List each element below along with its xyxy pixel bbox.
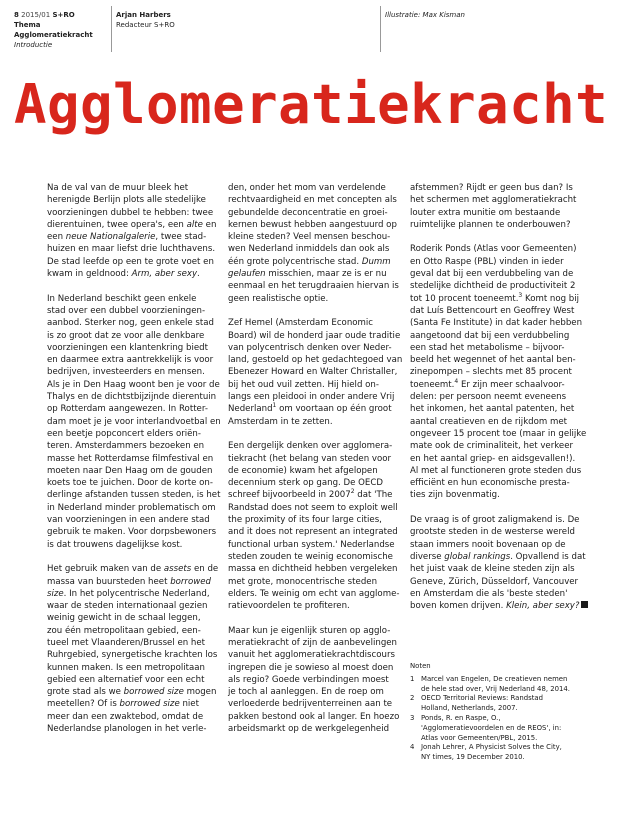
text-line: kwam in geldnood: Arm, aber sexy. <box>47 269 200 280</box>
paragraph <box>47 293 223 551</box>
footnote-text: de hele stad over, Vrij Nederland 48, 2014. <box>421 684 570 693</box>
text-line: in Nederland minder problematisch om <box>47 502 216 513</box>
text-line: voorzieningen een klantenkring biedt <box>47 342 208 353</box>
text-line: diverse global rankings. Opvallend is dat <box>410 551 586 562</box>
text-line: land, gestoeld op het gedachtegoed van <box>228 355 403 366</box>
paragraph <box>410 182 586 231</box>
text-line: is zo groot dat ze voor alle denkbare <box>47 330 205 341</box>
text-line: zinepompen – slechts met 85 procent <box>410 367 572 378</box>
footnote-text: 'Agglomeratievoordelen en de REOS', in: <box>421 723 562 732</box>
footnote-ref: 2 <box>350 488 355 496</box>
text-line: Randstad does not seem to exploit well <box>228 502 398 513</box>
text-line: pakken bestond ook al langer. En hoezo <box>228 711 400 722</box>
text-line: één grote polycentrische stad. Dumm <box>228 256 391 267</box>
text-line: tueel met Vlaanderen/Brussel en het <box>47 637 206 648</box>
text-column-1 <box>47 182 223 748</box>
text-line: aantal creatieven en de rijkdom met <box>410 416 568 427</box>
text-line: rechtvaardigheid en met concepten als <box>228 195 397 206</box>
paragraph <box>47 182 223 280</box>
footnote-item <box>410 714 600 743</box>
text-line: beeld het wegennet of het aantal ben- <box>410 355 576 366</box>
text-line: een stad het metabolisme – bijvoor- <box>410 342 565 353</box>
running-header <box>14 10 104 50</box>
text-line: Amsterdam in te zetten. <box>228 416 333 427</box>
footnote-text: Jonah Lehrer, A Physicist Solves the City, <box>421 743 562 752</box>
text-line: Ebenezer Howard en Walter Christaller, <box>228 367 398 378</box>
text-line: Nederlandse planologen in het verle- <box>47 724 207 735</box>
text-line: wen Nederland inmiddels dan ook als <box>228 244 390 255</box>
text-line: kleine steden? Veel mensen beschou- <box>228 232 391 243</box>
text-line: Ruhrgebied, synergetische krachten los <box>47 650 218 661</box>
text-line: en daarmee extra aantrekkelijk is voor <box>47 355 214 366</box>
text-line: Geneve, Zürich, Düsseldorf, Vancouver <box>410 576 579 587</box>
text-line: meetellen? Of is borrowed size niet <box>47 699 199 710</box>
text-line: het inkomen, het aantal patenten, het <box>410 404 575 415</box>
text-line: een neue Nationalgalerie, twee stad- <box>47 232 207 243</box>
text-line: tot 10 procent toeneemt.$^3$ Komt nog bij <box>410 291 580 304</box>
text-line: Al met al functioneren grote steden dus <box>410 465 582 476</box>
text-line: moeten naar Den Haag om de gouden <box>47 465 213 476</box>
text-line: gelaufen misschien, maar ze is er nu <box>228 269 387 280</box>
text-line: meer dan een zwaktebod, omdat de <box>47 711 204 722</box>
text-line: koets toe te juichen. Door de korte on- <box>47 478 213 489</box>
text-line: den, onder het mom van verdelende <box>228 183 386 193</box>
footnote-number: 4 <box>410 743 415 752</box>
text-line: arbeidsmarkt op de werkgelegenheid <box>228 724 390 735</box>
text-column-3 <box>410 182 586 625</box>
footnote-text: Ponds, R. en Raspe, O., <box>421 713 501 722</box>
text-line: en het aantal griep- en aidsgevallen!). <box>410 453 576 464</box>
text-line: Na de val van de muur bleek het <box>47 183 189 193</box>
header-divider <box>111 6 112 52</box>
text-line: ruimtelijke plannen te onderbouwen? <box>410 219 571 230</box>
magazine-name: S+RO <box>52 11 75 19</box>
text-line: huizen en maar liefst drie luchthavens. <box>47 244 216 255</box>
footnote-ref: 3 <box>518 291 523 299</box>
paragraph <box>228 440 404 612</box>
author-role: Redacteur S+RO <box>116 21 175 29</box>
text-line: De stad leefde op een te grote voet en <box>47 256 214 267</box>
text-line: decennium sterk op gang. De OECD <box>228 478 383 489</box>
text-line: De vraag is of groot zaligmakend is. De <box>410 515 580 526</box>
footnote-number: 2 <box>410 694 415 703</box>
text-line: aanbod. Sterker nog, geen enkele stad <box>47 318 214 329</box>
text-line: schreef bijvoorbeeld in 2007$^2$ dat 'The <box>228 488 393 501</box>
text-line: herenigde Berlijn plots alle stedelijke <box>47 195 206 206</box>
theme-label: Agglomeratiekracht <box>14 31 93 39</box>
text-line: Nederland$^1$ om voortaan op één groot <box>228 402 392 415</box>
text-line: the proximity of its four large cities, <box>228 515 382 526</box>
author-name: Arjan Harbers <box>116 11 171 19</box>
footnotes-heading: Noten <box>410 662 431 670</box>
text-line: en Amsterdam die als 'beste steden' <box>410 588 568 599</box>
text-line: Het gebruik maken van de assets en de <box>47 564 219 575</box>
text-line: voorzieningen dubbel te hebben: twee <box>47 207 214 218</box>
text-line: van polycentrisch denken over Neder- <box>228 342 392 353</box>
text-line: dat Luís Bettencourt en Geoffrey West <box>410 305 575 316</box>
text-line: Een dergelijk denken over agglomera- <box>228 441 393 452</box>
text-line: mate ook de criminaliteit, het verkeer <box>410 441 574 452</box>
end-of-article-mark <box>581 601 588 608</box>
text-line: eenmaal en het terugdraaien hiervan is <box>228 281 399 292</box>
footnote-item <box>410 743 600 763</box>
text-line: elders. Te weinig om echt van agglome- <box>228 588 400 599</box>
text-line: de economie) kwam het afgelopen <box>228 465 378 476</box>
text-line: and it does not represent an integrated <box>228 527 398 538</box>
text-line: het juist vaak de kleine steden zijn als <box>410 564 575 575</box>
text-line: masse het Rotterdamse filmfestival en <box>47 453 214 464</box>
text-line: gebruik te maken. Voor dorpsbewoners <box>47 527 217 538</box>
text-line: massa van buursteden heet borrowed <box>47 576 211 587</box>
text-line: geen realistische optie. <box>228 293 329 304</box>
text-line: steden zouden te weinig economische <box>228 551 393 562</box>
footnote-text: Atlas voor Gemeenten/PBL, 2015. <box>421 733 538 742</box>
footnotes <box>410 662 600 763</box>
text-line: dierentuinen, twee opera's, een alte en <box>47 219 217 230</box>
footnote-number: 1 <box>410 674 415 683</box>
paragraph <box>410 243 586 501</box>
text-line: boven komen drijven. Klein, aber sexy? <box>410 600 586 612</box>
footnote-text: Marcel van Engelen, De creatieven nemen <box>421 674 568 683</box>
text-line: stedelijke dichtheid de productiviteit 2 <box>410 281 576 292</box>
illustration-credit-text: Illustratie: Max Kisman <box>385 11 465 19</box>
footnote-text: NY times, 19 December 2010. <box>421 753 525 762</box>
article-title: Agglomeratiekracht <box>14 73 609 136</box>
page-meta <box>14 10 104 20</box>
text-line: een beetje popconcert elders oriën- <box>47 428 201 439</box>
subsection-label: Introductie <box>14 41 53 49</box>
paragraph <box>228 182 404 305</box>
text-line: tiekracht (het belang van steden voor <box>228 453 392 464</box>
page-number: 8 <box>14 11 19 19</box>
text-line: massa en dichtheid hebben vergeleken <box>228 564 398 575</box>
text-line: zou één metropolitaan gebied, een- <box>47 625 201 636</box>
text-line: ties zijn bovenmatig. <box>410 490 500 501</box>
text-line: functional urban system.' Nederlandse <box>228 539 395 550</box>
text-line: kunnen maken. Is een metropolitaan <box>47 662 205 673</box>
text-line: van voorzieningen in een andere stad <box>47 515 210 526</box>
text-line: Board) wil de honderd jaar oude traditie <box>228 330 401 341</box>
text-line: ratievoordelen te profiteren. <box>228 601 350 612</box>
text-line: weinig gewicht in de schaal leggen, <box>47 613 201 624</box>
text-line: derlinge afstanden tussen steden, is het <box>47 490 221 501</box>
text-line: Maar kun je eigenlijk sturen op agglo- <box>228 625 391 636</box>
text-line: verloederde bedrijventerreinen aan te <box>228 699 393 710</box>
text-line: In Nederland beschikt geen enkele <box>47 293 197 304</box>
footnote-text: OECD Territorial Reviews: Randstad <box>421 694 543 703</box>
text-line: bij het oud vuil zetten. Hij hield on- <box>228 379 379 390</box>
text-line: teren. Amsterdammers bezoeken en <box>47 441 205 452</box>
text-line: Roderik Ponds (Atlas voor Gemeenten) <box>410 244 577 255</box>
text-line: efficiënt en hun economische presta- <box>410 478 570 489</box>
text-line: geval dat bij een verdubbeling van de <box>410 269 574 280</box>
text-line: vanuit het agglomeratiekrachtdiscours <box>228 650 395 661</box>
text-line: afstemmen? Rijdt er geen bus dan? Is <box>410 183 573 193</box>
text-line: Als je in Den Haag woont ben je voor de <box>47 379 220 390</box>
footnote-ref: 1 <box>272 402 277 410</box>
footnote-number: 3 <box>410 713 415 722</box>
paragraph <box>47 563 223 735</box>
footnote-item <box>410 694 600 714</box>
text-line: bedrijven, investeerders en mensen. <box>47 367 205 378</box>
text-line: gebundelde deconcentratie en groei- <box>228 207 388 218</box>
text-line: als regio? Goede verbindingen moest <box>228 674 389 685</box>
paragraph <box>228 625 404 736</box>
text-line: ongeveer 15 procent toe (maar in gelijke <box>410 428 587 439</box>
text-line: Thalys en de dichtstbijzijnde dierentuin <box>47 392 217 403</box>
text-line: stad over een dubbel voorzieningen- <box>47 305 206 316</box>
text-column-2 <box>228 182 404 748</box>
text-line: ingrepen die je sowieso al moest doen <box>228 662 394 673</box>
text-line: dam moet je je voor interlandvoetbal en <box>47 416 221 427</box>
text-line: en Otto Raspe (PBL) vinden in ieder <box>410 256 564 267</box>
text-line: toeneemt.$^4$ Er zijn meer schaalvoor- <box>410 377 565 390</box>
issue-number: 2015/01 <box>21 11 51 19</box>
text-line: meratiekracht of zijn de aanbevelingen <box>228 637 398 648</box>
paragraph <box>228 317 404 428</box>
text-line: met grote, monocentrische steden <box>228 576 378 587</box>
text-line: grootste steden in de westerse wereld <box>410 527 575 538</box>
text-line: grote stad als we borrowed size mogen <box>47 687 217 698</box>
text-line: louter extra munitie om bestaande <box>410 207 561 218</box>
footnotes-list <box>410 675 600 763</box>
text-line: het schermen met agglomeratiekracht <box>410 195 577 206</box>
section-label: Thema <box>14 21 41 29</box>
text-line: aangetoond dat bij een verdubbeling <box>410 330 570 341</box>
text-line: (Santa Fe Institute) in dat kader hebben <box>410 318 583 329</box>
text-line: Zef Hemel (Amsterdam Economic <box>228 318 374 329</box>
footnote-item <box>410 675 600 695</box>
text-line: langs een pleidooi in onder andere Vrij <box>228 392 395 403</box>
illustration-credit <box>385 10 585 20</box>
author-block <box>116 10 266 30</box>
header-divider <box>380 6 381 52</box>
text-line: delen: per persoon neemt eveneens <box>410 392 567 403</box>
text-line: is dat trouwens dagelijkse kost. <box>47 539 183 550</box>
text-line: waar de steden internationaal gezien <box>47 601 208 612</box>
footnote-ref: 4 <box>454 377 459 385</box>
text-line: gebied een alternatief voor een echt <box>47 674 205 685</box>
text-line: op Rotterdam aangewezen. In Rotter- <box>47 404 208 415</box>
text-line: je toch al aanleggen. En de roep om <box>228 687 384 698</box>
paragraph <box>410 514 586 612</box>
text-line: size. In het polycentrische Nederland, <box>47 588 210 599</box>
text-line: staan immers nooit bovenaan op de <box>410 539 566 550</box>
text-line: kernen bewust hebben aangestuurd op <box>228 219 397 230</box>
footnote-text: Holland, Netherlands, 2007. <box>421 704 518 713</box>
